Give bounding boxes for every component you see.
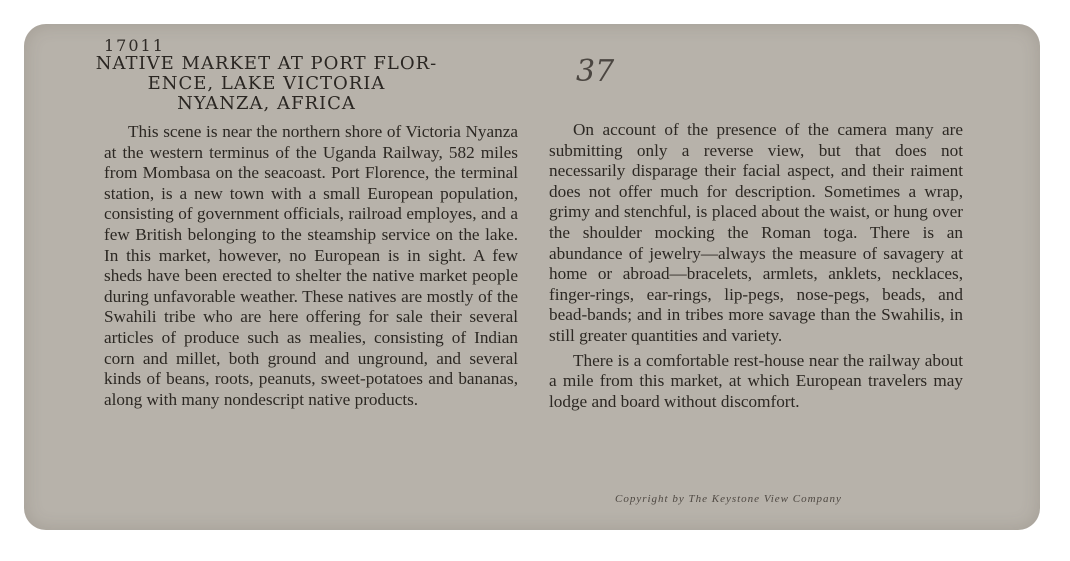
left-text-column xyxy=(104,122,518,410)
card-title xyxy=(94,54,439,114)
title-line: ENCE, LAKE VICTORIA xyxy=(147,73,386,94)
paragraph: On account of the presence of the camera many are submitting only a reverse view, but that does not necessarily disparage their facial aspect, and their raiment does not offer much for description. Sometimes a wrap, grimy and stenchful, is placed about the waist, or hung over the shoulder mocking the Roman toga. There is an abundance of jewelry—always the measure of savagery at home or abroad—bracelets, armlets, anklets, necklaces, finger-rings, ear-rings, lip-pegs, nose-pegs, beads, and bead-bands; and in tribes more savage than the Swahilis, in still greater quantities and variety. xyxy=(549,120,963,345)
handwritten-number: 37 xyxy=(576,54,615,89)
card-number: 17011 xyxy=(104,36,165,55)
paragraph: This scene is near the northern shore of Victoria Nyanza at the western terminus of the Uganda Railway, 582 miles from Mombasa on the seacoast. Port Florence, the terminal station, is a new town with a small European population, consisting of government officials, railroad employes, and a few British belonging to the steamship service on the lake. In this market, however, no European is in sight. A few sheds have been erected to shelter the native market people during unfavorable weather. These natives are mostly of the Swahili tribe who are here offering for sale their several articles of produce such as mealies, consisting of Indian corn and millet, both ground and unground, and several kinds of beans, roots, peanuts, sweet-potatoes and bananas, along with many nondescript native products. xyxy=(104,122,518,409)
title-line: NATIVE MARKET AT PORT FLOR- xyxy=(95,53,438,74)
paragraph: There is a comfortable rest-house near the railway about a mile from this market, at which European travelers may lodge and board without discomfort. xyxy=(549,350,963,411)
stereoview-card-back xyxy=(24,24,1040,530)
copyright-notice: Copyright by The Keystone View Company xyxy=(615,493,842,505)
right-text-column xyxy=(549,120,963,412)
title-line: NYANZA, AFRICA xyxy=(177,93,356,114)
